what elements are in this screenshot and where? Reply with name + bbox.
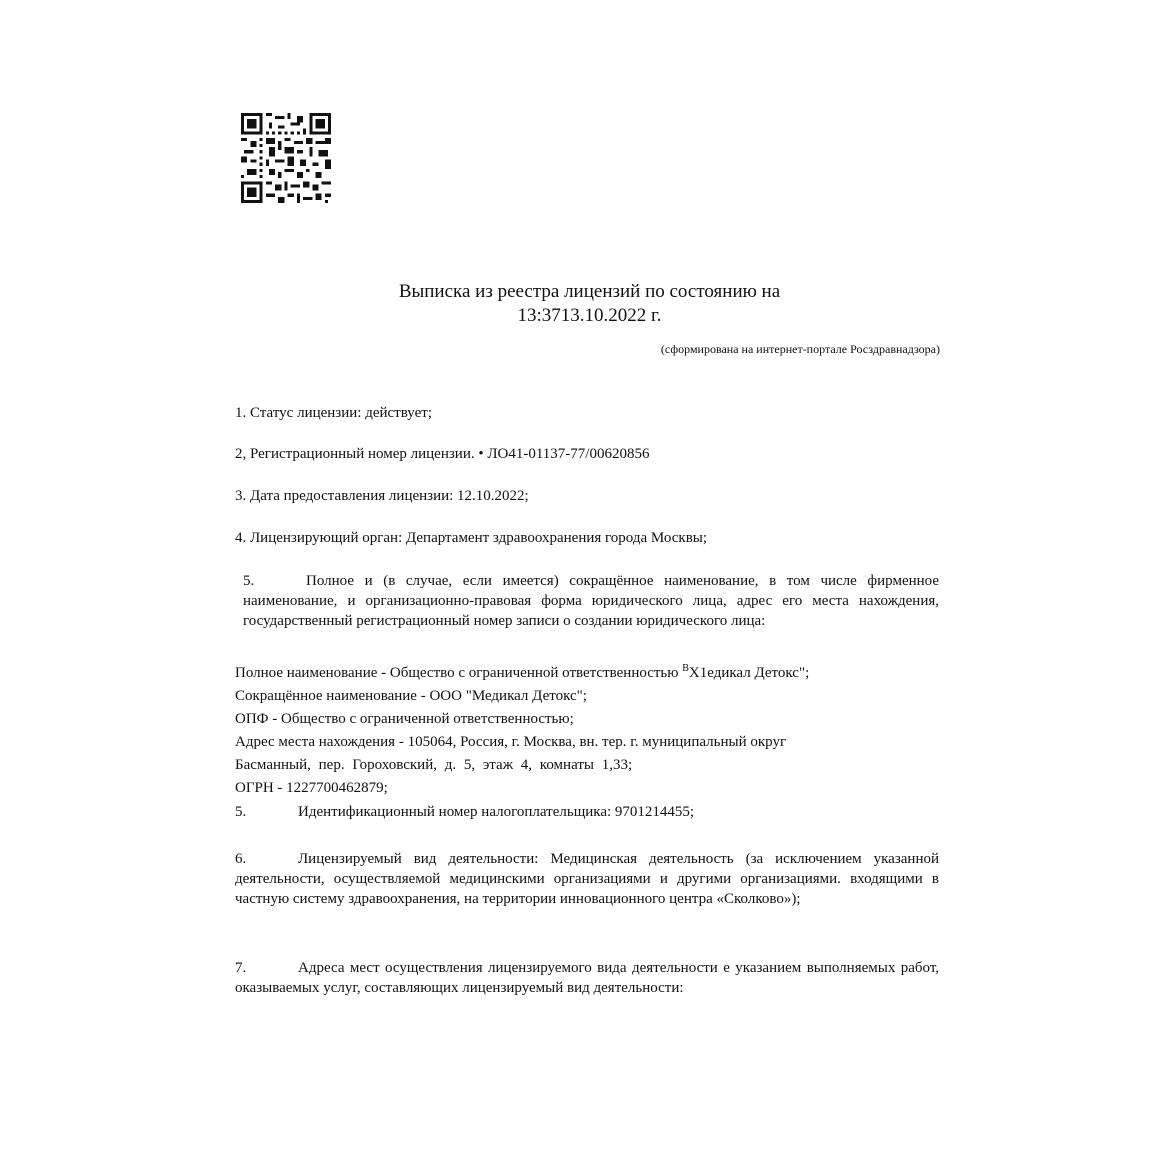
license-status: 1. Статус лицензии: действует; [235, 405, 432, 421]
org-opf: ОПФ - Общество с ограниченной ответственностью; [235, 711, 574, 727]
org-address-line2: Басманный, пер. Гороховский, д. 5, этаж 4, комнаты 1,33; [235, 757, 633, 773]
org-full-name: Полное наименование - Общество с ограниченной ответственностью $^В$Х1едикал Детокс"; [235, 663, 810, 681]
item-text: Лицензируемый вид деятельности: Медицинская деятельность (за исключением указанной деятельности, осуществляемой медицинскими организациями и другими организациями. входящими в частную систему здравоохранения, на территории инновационного центра «Сколково»); [235, 851, 939, 907]
org-address-line1: Адрес места нахождения - 105064, Россия, г. Москва, вн. тер. г. муниципальный округ [235, 734, 787, 750]
item-5-org-description [243, 571, 939, 631]
item-number: 6. [235, 851, 247, 867]
item-7-places [235, 958, 939, 998]
license-date: 3. Дата предоставления лицензии: 12.10.2022; [235, 488, 529, 504]
org-ogrn: ОГРН - 1227700462879; [235, 780, 388, 796]
organization-details [235, 657, 809, 800]
item-number: 5. [243, 573, 255, 589]
document-title: Выписка из реестра лицензий по состоянию на [398, 281, 781, 302]
item-text: Адреса мест осуществления лицензируемого вида деятельности е указанием выполняемых работ, оказываемых услуг, составляющих лицензируемый вид деятельности: [235, 960, 939, 996]
license-reg-number: 2, Регистрационный номер лицензии. • ЛО41-01137-77/00620856 [235, 446, 650, 462]
source-note: (сформирована на интернет-портале Росздравнадзора) [660, 342, 940, 356]
document-date: 13:3713.10.2022 г. [517, 305, 662, 326]
org-short-name: Сокращённое наименование - ООО "Медикал Детокс"; [235, 688, 587, 704]
item-text: Полное и (в случае, если имеется) сокращённое наименование, в том числе фирменное наименование, и организационно-правовая форма юридического лица, адрес его места нахождения, государственный регистрационный номер записи о создании юридического лица: [243, 573, 939, 629]
item-6-activity [235, 849, 939, 909]
qr-code [241, 113, 331, 203]
inn-line: 5. Идентификационный номер налогоплательщика: 9701214455; [235, 804, 695, 820]
licensing-authority: 4. Лицензирующий орган: Департамент здравоохранения города Москвы; [235, 530, 708, 546]
item-number: 7. [235, 960, 247, 976]
